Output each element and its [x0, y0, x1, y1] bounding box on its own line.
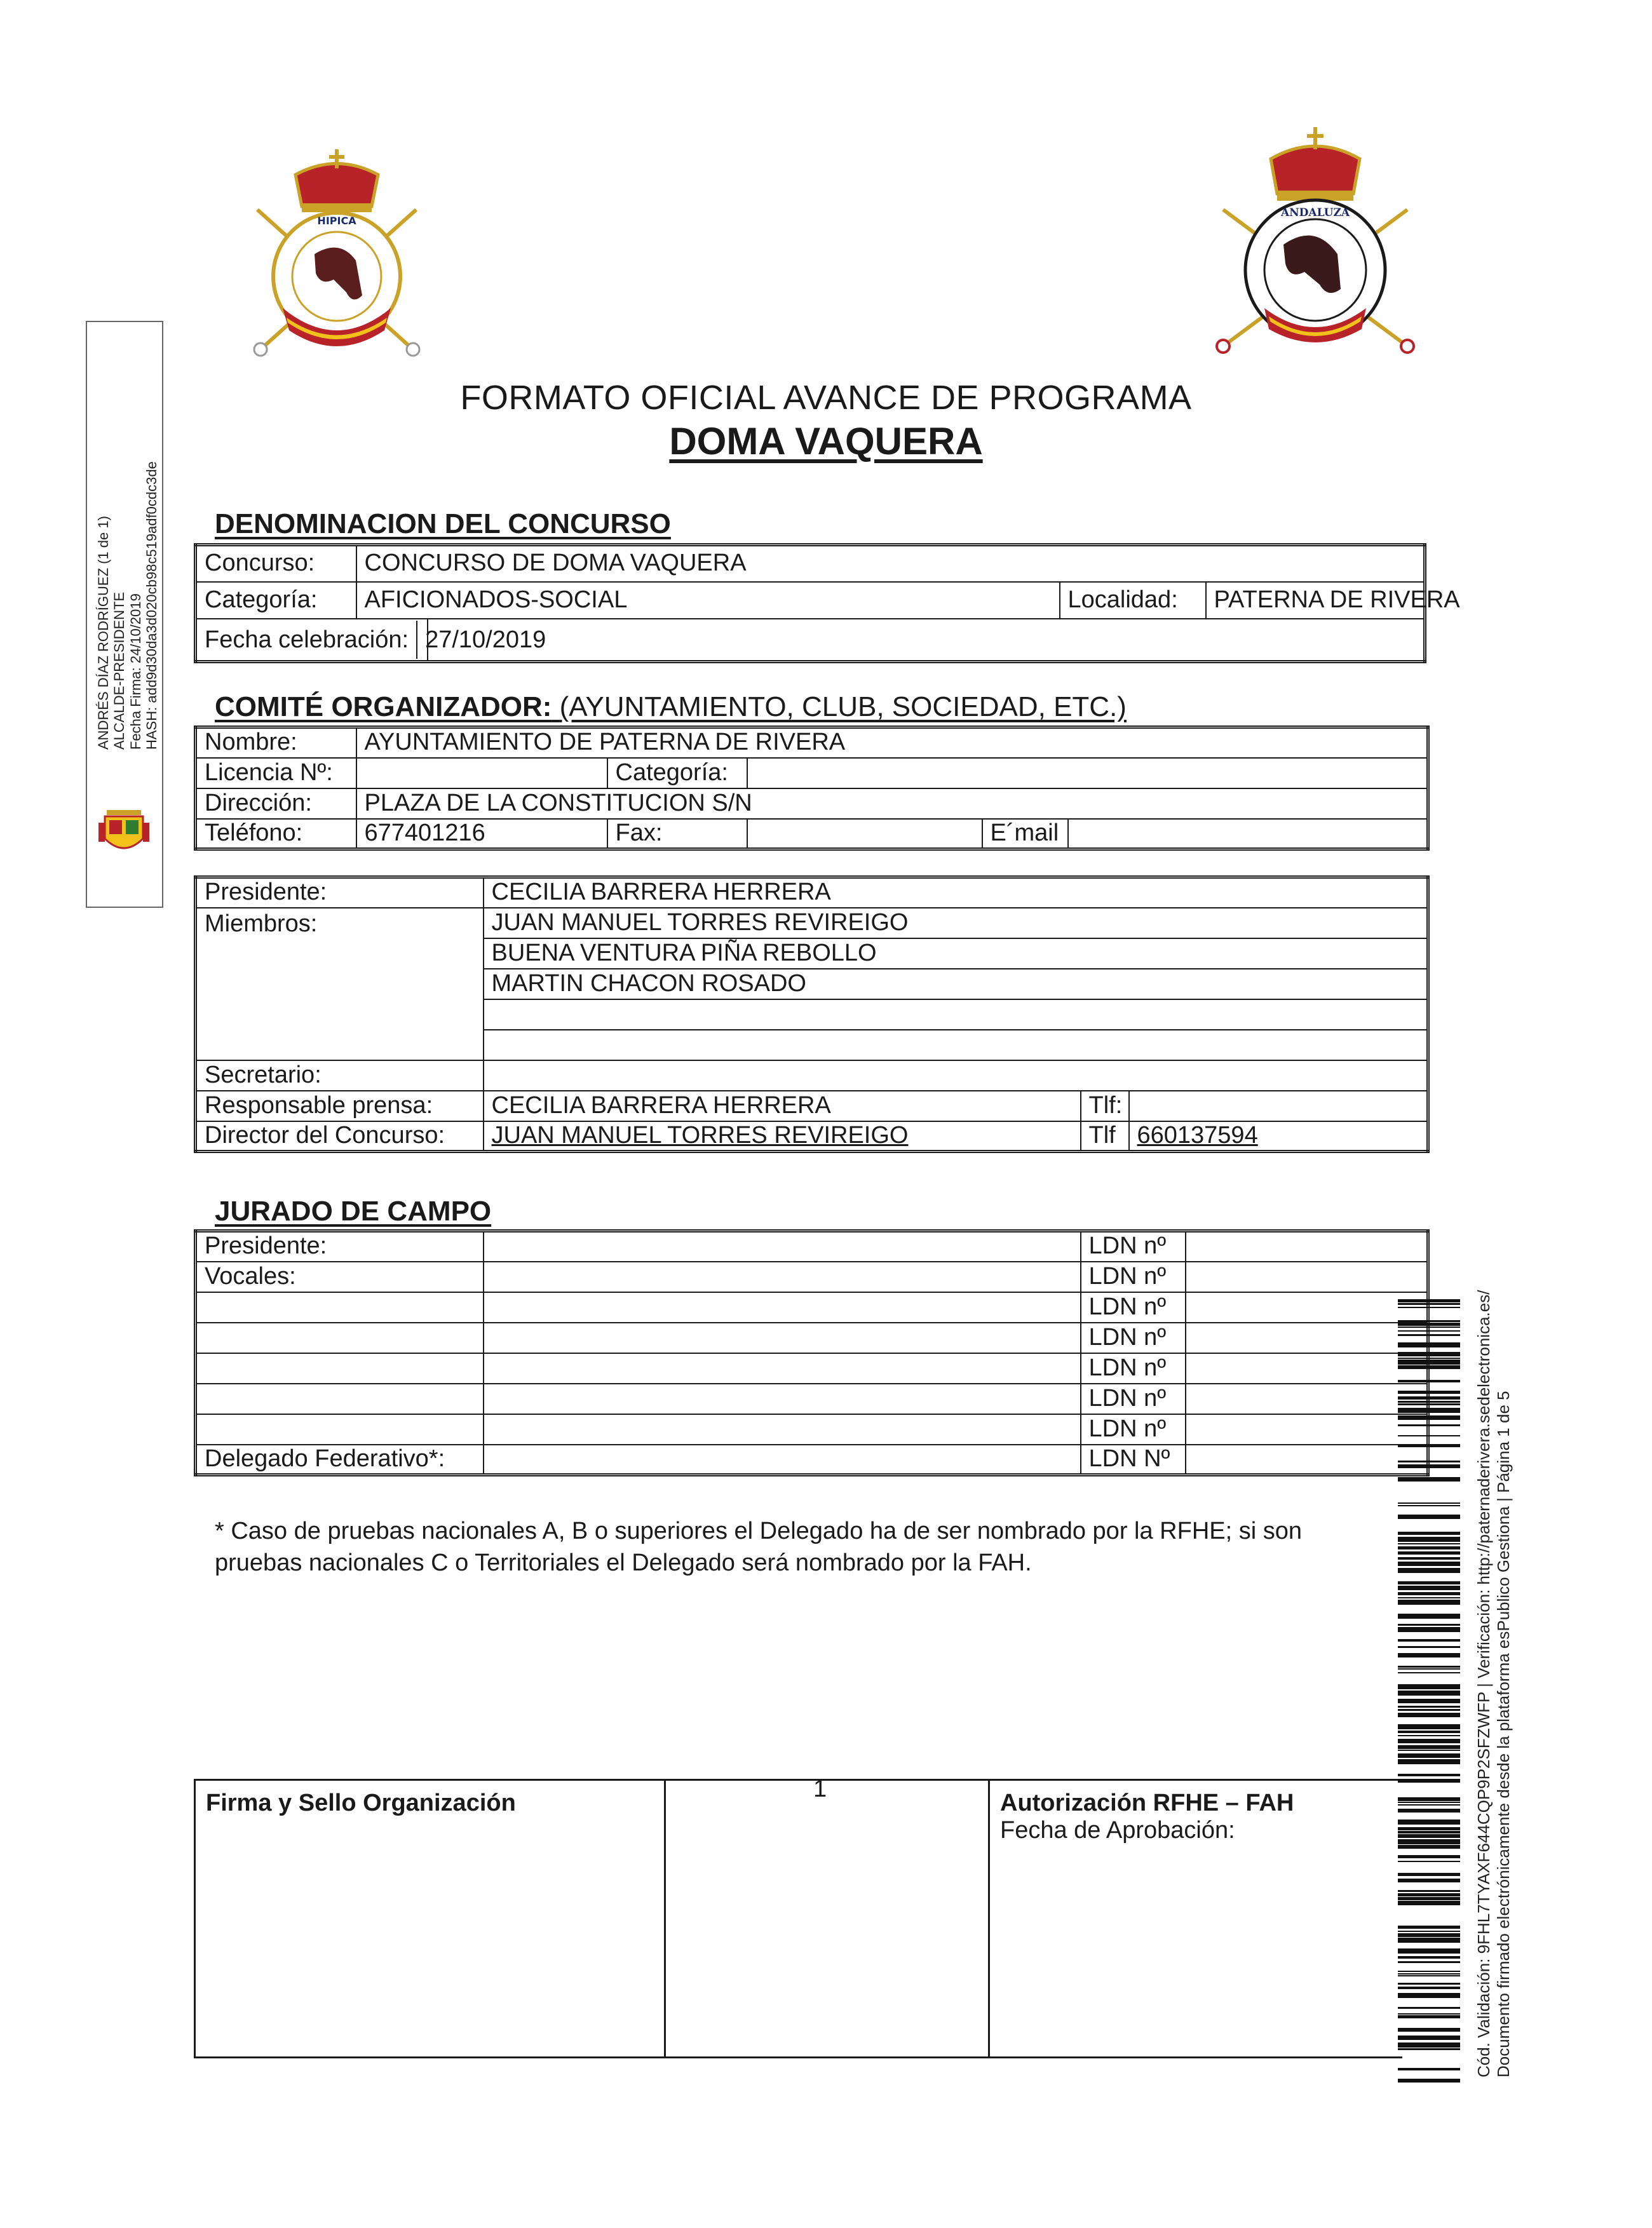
ldn-label-5: LDN nº — [1081, 1353, 1186, 1384]
barcode-bar — [1398, 1975, 1460, 1976]
barcode-bar — [1398, 1505, 1460, 1506]
ldn-value-1 — [1186, 1231, 1428, 1262]
barcode-bar — [1398, 1834, 1460, 1838]
barcode-bar — [1398, 1809, 1460, 1813]
fecha-value: 27/10/2019 — [425, 626, 546, 653]
prensa-label: Responsable prensa: — [196, 1091, 484, 1121]
barcode-bar — [1398, 2068, 1460, 2070]
barcode-bar — [1398, 1983, 1460, 1985]
barcode-bar — [1398, 1684, 1460, 1689]
licencia-label: Licencia Nº: — [196, 758, 356, 788]
categoria-value: AFICIONADOS-SOCIAL — [356, 582, 1060, 619]
barcode-bar — [1398, 2036, 1460, 2040]
barcode-bar — [1398, 1477, 1460, 1482]
direccion-label: Dirección: — [196, 788, 356, 819]
barcode-bar — [1398, 1444, 1460, 1447]
barcode-bar — [1398, 1759, 1460, 1764]
jurado-value-3 — [484, 1292, 1081, 1323]
barcode-bar — [1398, 1614, 1460, 1619]
jurado-label-6 — [196, 1384, 484, 1414]
jurado-row — [196, 1262, 1428, 1292]
barcode-bar — [1398, 1739, 1460, 1743]
jurado-label-4 — [196, 1323, 484, 1353]
autorizacion-label: Autorización RFHE – FAH — [1000, 1790, 1294, 1816]
barcode-bar — [1398, 1546, 1460, 1549]
ldn-value-4 — [1186, 1323, 1428, 1353]
barcode-bar — [1398, 1461, 1460, 1462]
barcode-bar — [1398, 1342, 1460, 1347]
barcode-bar — [1398, 1845, 1460, 1849]
comite-heading — [215, 691, 1127, 723]
barcode-bar — [1398, 1639, 1460, 1642]
barcode-bar — [1398, 1897, 1460, 1900]
barcode-bar — [1398, 2028, 1460, 2032]
jurado-value-1 — [484, 1231, 1081, 1262]
barcode-bar — [1398, 1320, 1460, 1322]
director-value-cell — [484, 1121, 1081, 1152]
comite-categoria-value — [747, 758, 1428, 788]
stamp-line-1: ANDRÉS DÍAZ RODRÍGUEZ (1 de 1) — [95, 516, 111, 750]
barcode-bar — [1398, 1820, 1460, 1825]
barcode-bar — [1398, 1926, 1460, 1929]
secretario-label: Secretario: — [196, 1060, 484, 1091]
barcode-bar — [1398, 1532, 1460, 1535]
barcode-bar — [1398, 1672, 1460, 1673]
ldn-label-6: LDN nº — [1081, 1384, 1186, 1414]
document-subtitle: DOMA VAQUERA — [669, 420, 983, 462]
barcode-bar — [1398, 1706, 1460, 1708]
jurado-table — [194, 1229, 1430, 1476]
jurado-row — [196, 1414, 1428, 1445]
barcode-bar — [1398, 1745, 1460, 1749]
delegado-footnote: * Caso de pruebas nacionales A, B o superiores el Delegado ha de ser nombrado por la RFHE; si son pruebas nacionales C o Territoriales el Delegado será nombrado por la FAH. — [215, 1518, 1302, 1577]
barcode-bar — [1398, 2042, 1460, 2048]
barcode-bar — [1398, 1435, 1460, 1436]
firma-sello-label: Firma y Sello Organización — [206, 1790, 516, 1816]
barcode-bar — [1398, 1502, 1460, 1504]
director-value: JUAN MANUEL TORRES REVIREIGO — [491, 1121, 909, 1149]
jurado-row — [196, 1323, 1428, 1353]
ldn-value-6 — [1186, 1384, 1428, 1414]
municipal-crest-icon — [95, 804, 152, 861]
barcode-bar — [1398, 1901, 1460, 1905]
middle-signature-cell — [665, 1780, 989, 2058]
ldn-label-8: LDN Nº — [1081, 1445, 1186, 1475]
miembro-2: BUENA VENTURA PIÑA REBOLLO — [484, 938, 1428, 969]
ldn-label-3: LDN nº — [1081, 1292, 1186, 1323]
jurado-value-2 — [484, 1262, 1081, 1292]
barcode-bar — [1398, 1543, 1460, 1544]
jurado-value-5 — [484, 1353, 1081, 1384]
presidente-label: Presidente: — [196, 877, 484, 908]
verification-barcode — [1398, 1299, 1460, 2087]
barcode-bar — [1398, 1938, 1460, 1943]
telefono-label: Teléfono: — [196, 819, 356, 849]
barcode-bar — [1398, 1931, 1460, 1932]
jurado-value-6 — [484, 1384, 1081, 1414]
fax-value — [747, 819, 982, 849]
jurado-row — [196, 1384, 1428, 1414]
jurado-row — [196, 1445, 1428, 1475]
barcode-bar — [1398, 1750, 1460, 1751]
jurado-label-3 — [196, 1292, 484, 1323]
fah-logo — [1210, 127, 1420, 362]
jurado-label-7 — [196, 1414, 484, 1445]
barcode-bar — [1398, 1890, 1460, 1892]
barcode-bar — [1398, 1797, 1460, 1801]
stamp-line-3: Fecha Firma: 24/10/2019 — [127, 593, 144, 750]
signature-table — [194, 1779, 1402, 2058]
barcode-bar — [1398, 1709, 1460, 1711]
miembro-3: MARTIN CHACON ROSADO — [484, 969, 1428, 999]
barcode-bar — [1398, 1360, 1460, 1365]
rfhe-logo-text: HIPICA — [317, 215, 356, 227]
director-label: Director del Concurso: — [196, 1121, 484, 1152]
barcode-bar — [1398, 1424, 1460, 1426]
fecha-label: Fecha celebración: — [197, 621, 417, 659]
barcode-bar — [1398, 1537, 1460, 1542]
ldn-value-5 — [1186, 1353, 1428, 1384]
barcode-bar — [1398, 1557, 1460, 1560]
barcode-bar — [1398, 1403, 1460, 1405]
barcode-bar — [1398, 1653, 1460, 1657]
prensa-value: CECILIA BARRERA HERRERA — [484, 1091, 1081, 1121]
director-tlf-value-cell — [1129, 1121, 1428, 1152]
barcode-bar — [1398, 1408, 1460, 1413]
barcode-bar — [1398, 1464, 1460, 1468]
nombre-label: Nombre: — [196, 727, 356, 758]
denominacion-heading: DENOMINACION DEL CONCURSO — [215, 508, 671, 539]
barcode-bar — [1398, 1323, 1460, 1326]
ldn-label-2: LDN nº — [1081, 1262, 1186, 1292]
barcode-bar — [1398, 2015, 1460, 2018]
page-number: 1 — [813, 1776, 827, 1802]
secretario-value — [484, 1060, 1428, 1091]
barcode-bar — [1398, 1855, 1460, 1858]
fecha-aprobacion-label: Fecha de Aprobación: — [1000, 1817, 1235, 1844]
barcode-bar — [1398, 1971, 1460, 1972]
comite-heading-text: COMITÉ ORGANIZADOR: — [215, 691, 552, 722]
barcode-bar — [1398, 1948, 1460, 1954]
barcode-bar — [1398, 1779, 1460, 1783]
barcode-bar — [1398, 1879, 1460, 1882]
barcode-bar — [1398, 1600, 1460, 1605]
barcode-bar — [1398, 1330, 1460, 1332]
jurado-label-5 — [196, 1353, 484, 1384]
comite-table — [194, 726, 1430, 851]
ldn-value-2 — [1186, 1262, 1428, 1292]
document-title: FORMATO OFICIAL AVANCE DE PROGRAMA — [460, 379, 1192, 417]
ldn-value-8 — [1186, 1445, 1428, 1475]
barcode-bar — [1398, 1597, 1460, 1598]
stamp-line-2: ALCALDE-PRESIDENTE — [111, 591, 128, 750]
jurado-value-7 — [484, 1414, 1081, 1445]
localidad-value: PATERNA DE RIVERA — [1206, 582, 1425, 619]
prensa-tlf-label: Tlf: — [1081, 1091, 1129, 1121]
barcode-bar — [1398, 1627, 1460, 1632]
ldn-label-7: LDN nº — [1081, 1414, 1186, 1445]
jurado-value-8 — [484, 1445, 1081, 1475]
barcode-bar — [1398, 1307, 1460, 1308]
director-tlf-label: Tlf — [1081, 1121, 1129, 1152]
barcode-bar — [1398, 1691, 1460, 1696]
presidente-value: CECILIA BARRERA HERRERA — [484, 877, 1428, 908]
ldn-label-4: LDN nº — [1081, 1323, 1186, 1353]
barcode-bar — [1398, 1961, 1460, 1963]
concurso-value: CONCURSO DE DOMA VAQUERA — [356, 545, 1425, 582]
barcode-bar — [1398, 2048, 1460, 2050]
barcode-bar — [1398, 1956, 1460, 1959]
barcode-bar — [1398, 1774, 1460, 1776]
barcode-bar — [1398, 1893, 1460, 1896]
barcode-bar — [1398, 1666, 1460, 1668]
telefono-value: 677401216 — [356, 819, 607, 849]
barcode-bar — [1398, 1380, 1460, 1382]
stamp-line-4: HASH: add9d30da3d020cb98c519adf0cdc3de — [143, 461, 159, 750]
verification-line-1: Cód. Validación: 9FHL7TYAXF644CQP9P2SFZWFP | Verificación: http://paternaderivera.sedelectronica.es/ — [1474, 1290, 1493, 2077]
licencia-value — [356, 758, 607, 788]
barcode-bar — [1398, 1396, 1460, 1400]
barcode-bar — [1398, 1581, 1460, 1584]
fecha-empty — [428, 619, 1425, 662]
barcode-bar — [1398, 1352, 1460, 1356]
barcode-bar — [1398, 1933, 1460, 1937]
barcode-bar — [1398, 1735, 1460, 1736]
email-value — [1068, 819, 1428, 849]
nombre-value: AYUNTAMIENTO DE PATERNA DE RIVERA — [356, 727, 1428, 758]
barcode-bar — [1398, 1586, 1460, 1590]
ldn-label-1: LDN nº — [1081, 1231, 1186, 1262]
barcode-bar — [1398, 1515, 1460, 1519]
barcode-bar — [1398, 1873, 1460, 1876]
barcode-bar — [1398, 1592, 1460, 1595]
barcode-bar — [1398, 1303, 1460, 1305]
barcode-bar — [1398, 1415, 1460, 1420]
autorizacion-cell — [989, 1780, 1402, 2058]
barcode-bar — [1398, 1299, 1460, 1302]
barcode-bar — [1398, 1724, 1460, 1729]
barcode-bar — [1398, 1391, 1460, 1394]
barcode-bar — [1398, 1713, 1460, 1717]
rfhe-logo — [245, 149, 429, 359]
verification-line-2: Documento firmado electrónicamente desde la plataforma esPublico Gestiona | Página 1 de 5 — [1494, 1391, 1513, 2077]
barcode-bar — [1398, 1973, 1460, 1975]
barcode-bar — [1398, 1861, 1460, 1862]
ldn-value-3 — [1186, 1292, 1428, 1323]
fecha-cell — [196, 619, 546, 662]
barcode-bar — [1398, 2007, 1460, 2009]
jurado-label-8: Delegado Federativo*: — [196, 1445, 484, 1475]
localidad-label: Localidad: — [1060, 582, 1206, 619]
jurado-label-1: Presidente: — [196, 1231, 484, 1262]
barcode-bar — [1398, 1831, 1460, 1833]
barcode-bar — [1398, 1327, 1460, 1328]
barcode-bar — [1398, 1731, 1460, 1733]
jurado-row — [196, 1353, 1428, 1384]
stamp-text — [95, 461, 159, 750]
barcode-bar — [1398, 1624, 1460, 1626]
miembro-5 — [484, 1030, 1428, 1060]
miembros-table — [194, 875, 1430, 1153]
direccion-value: PLAZA DE LA CONSTITUCION S/N — [356, 788, 1428, 819]
jurado-row — [196, 1231, 1428, 1262]
email-label: E´mail — [982, 819, 1068, 849]
jurado-row — [196, 1292, 1428, 1323]
comite-heading-extra: (AYUNTAMIENTO, CLUB, SOCIEDAD, ETC.) — [559, 691, 1127, 722]
firma-sello-cell — [195, 1780, 665, 2058]
barcode-bar — [1398, 1804, 1460, 1806]
barcode-bar — [1398, 1551, 1460, 1555]
barcode-bar — [1398, 1358, 1460, 1359]
comite-categoria-label: Categoría: — [607, 758, 747, 788]
ldn-value-7 — [1186, 1414, 1428, 1445]
barcode-bar — [1398, 1668, 1460, 1670]
barcode-bar — [1398, 1839, 1460, 1844]
jurado-heading: JURADO DE CAMPO — [215, 1196, 492, 1227]
prensa-tlf-value — [1129, 1091, 1428, 1121]
director-tlf-value: 660137594 — [1137, 1121, 1258, 1149]
barcode-bar — [1398, 1365, 1460, 1369]
miembro-4 — [484, 999, 1428, 1030]
barcode-bar — [1398, 1646, 1460, 1648]
categoria-label: Categoría: — [196, 582, 356, 619]
barcode-bar — [1398, 1993, 1460, 1998]
verification-text — [1474, 1290, 1513, 2077]
barcode-bar — [1398, 1334, 1460, 1336]
barcode-bar — [1398, 1568, 1460, 1573]
barcode-bar — [1398, 1562, 1460, 1566]
jurado-value-4 — [484, 1323, 1081, 1353]
fah-logo-text: ANDALUZA — [1280, 206, 1350, 219]
barcode-bar — [1398, 2013, 1460, 2015]
jurado-label-2: Vocales: — [196, 1262, 484, 1292]
barcode-bar — [1398, 2079, 1460, 2083]
barcode-bar — [1398, 1699, 1460, 1703]
barcode-bar — [1398, 1802, 1460, 1803]
miembro-1: JUAN MANUEL TORRES REVIREIGO — [484, 908, 1428, 938]
barcode-bar — [1398, 1401, 1460, 1403]
barcode-bar — [1398, 1753, 1460, 1758]
miembros-label: Miembros: — [196, 908, 484, 1060]
barcode-bar — [1398, 1987, 1460, 1989]
fax-label: Fax: — [607, 819, 747, 849]
denominacion-table — [194, 543, 1460, 663]
barcode-bar — [1398, 1827, 1460, 1830]
concurso-label: Concurso: — [196, 545, 356, 582]
